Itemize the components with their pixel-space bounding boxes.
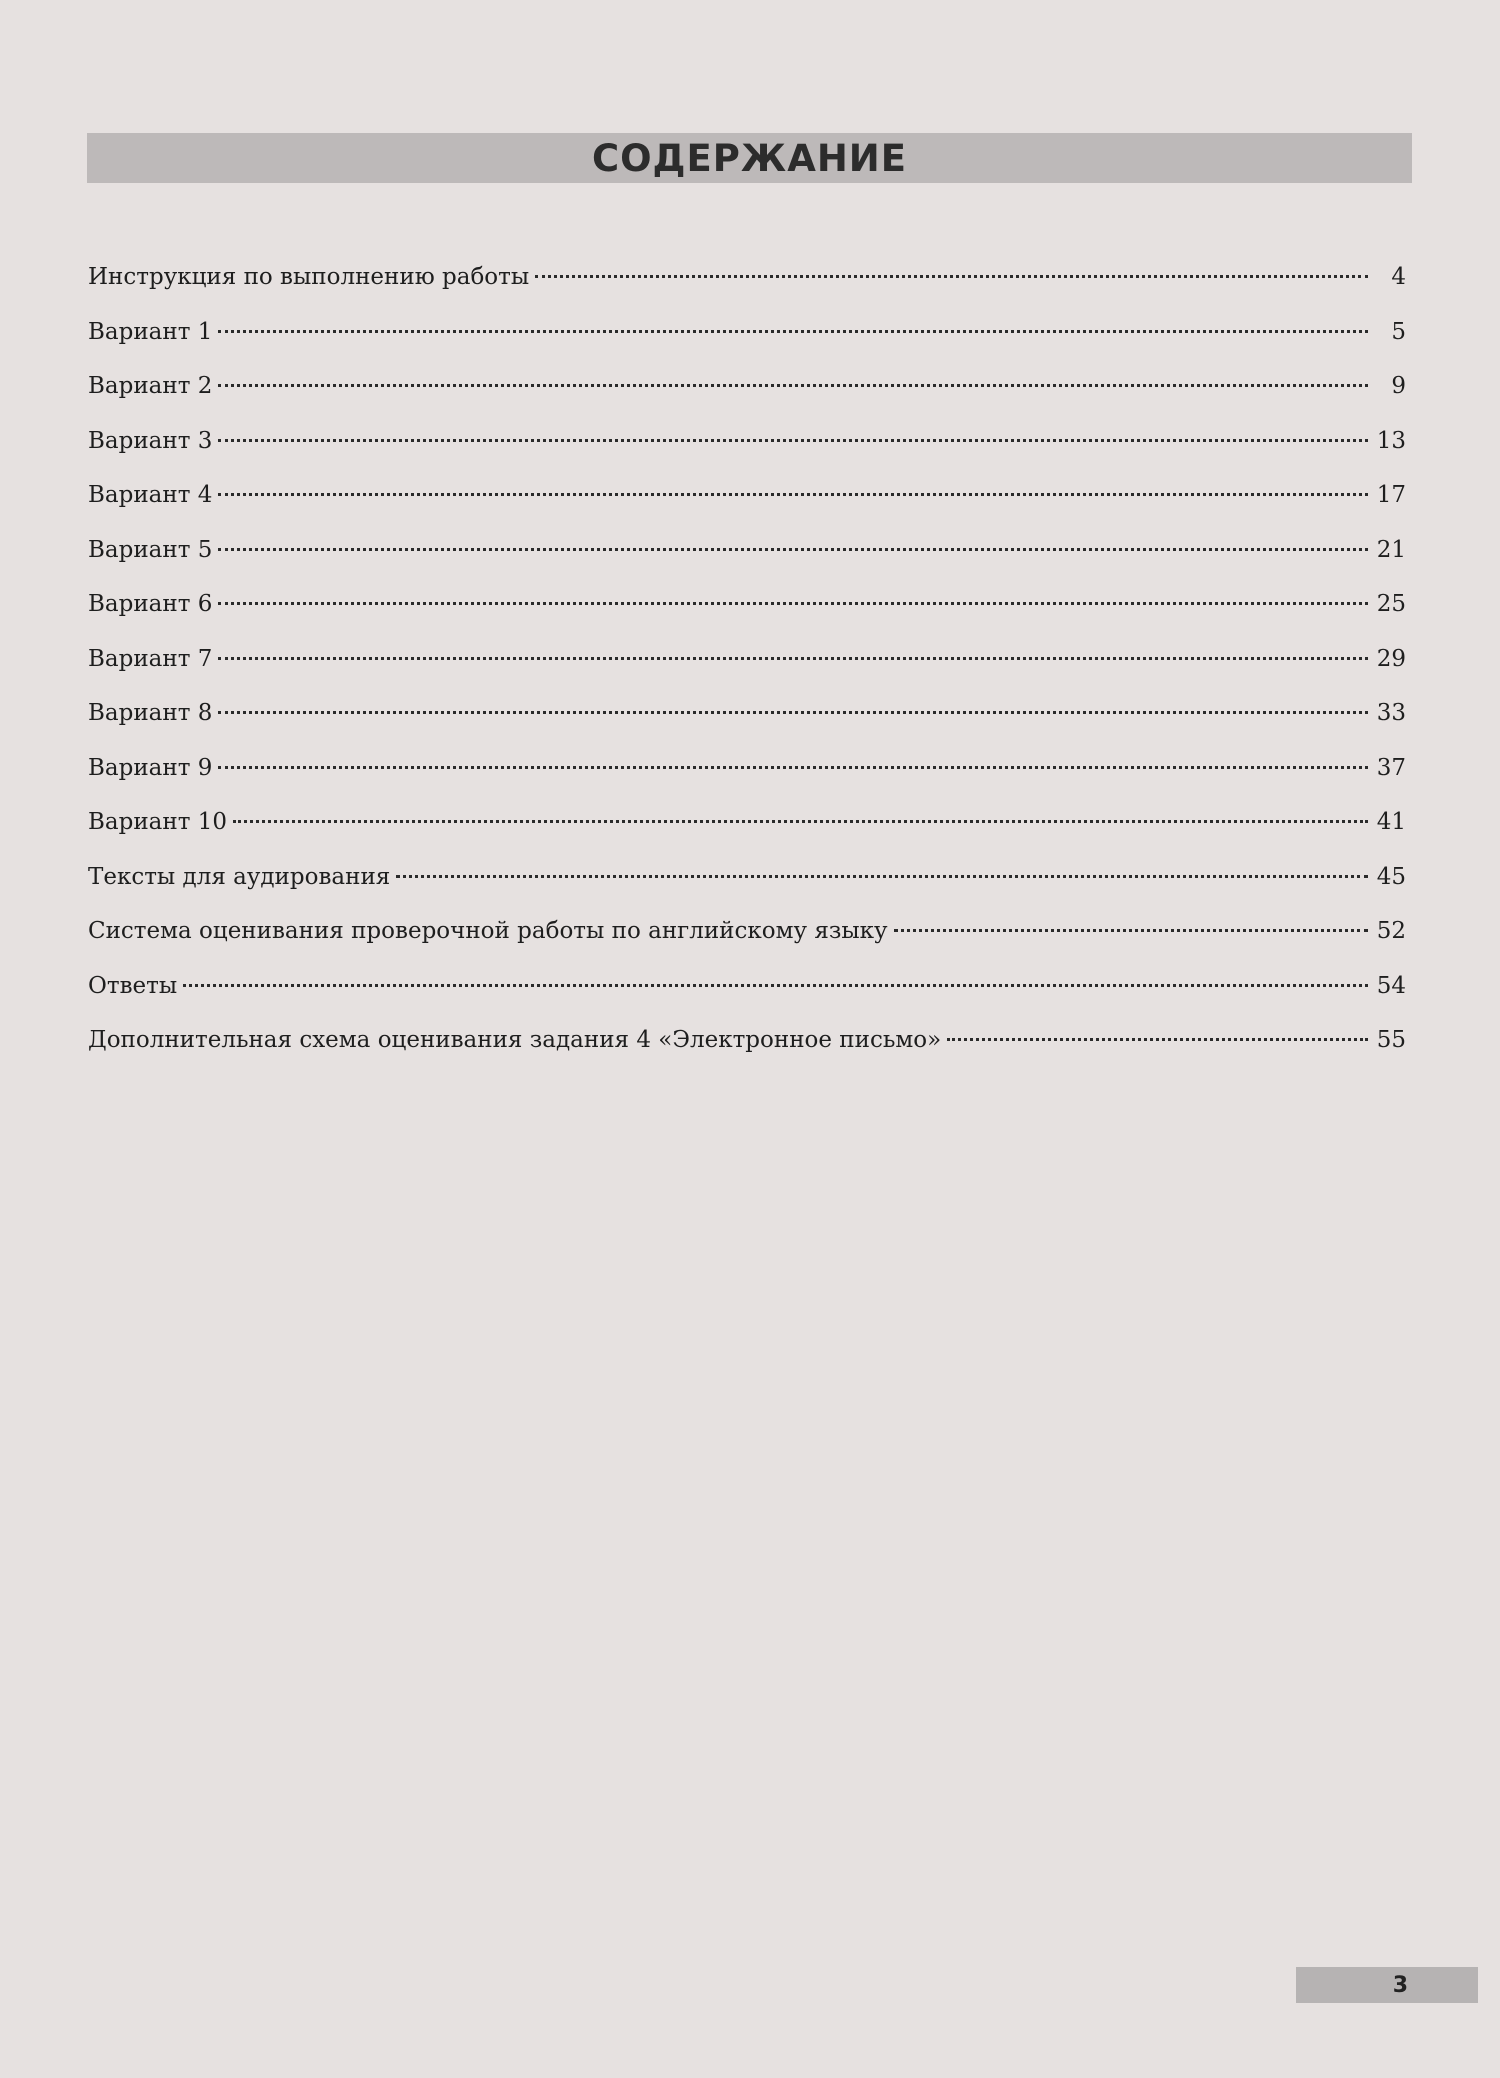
toc-leader-dots bbox=[218, 384, 1368, 387]
toc-entry-page: 13 bbox=[1376, 427, 1406, 454]
toc-leader-dots bbox=[218, 330, 1368, 333]
toc-entry-instructions[interactable] bbox=[88, 262, 1406, 317]
toc-entry-page: 33 bbox=[1376, 700, 1406, 726]
toc-entry-page: 54 bbox=[1376, 972, 1406, 999]
toc-entry-title: Вариант 5 bbox=[88, 536, 213, 563]
toc-entry-variant-5[interactable] bbox=[88, 535, 1406, 590]
toc-leader-dots bbox=[218, 493, 1368, 496]
toc-entry-title: Вариант 7 bbox=[88, 645, 213, 672]
toc-entry-answers[interactable] bbox=[88, 971, 1406, 1026]
toc-leader-dots bbox=[947, 1038, 1368, 1041]
toc-entry-title: Вариант 2 bbox=[88, 373, 213, 399]
toc-leader-dots bbox=[218, 657, 1368, 660]
page-heading: СОДЕРЖАНИЕ bbox=[591, 136, 908, 180]
toc-entry-variant-3[interactable] bbox=[88, 426, 1406, 481]
toc-entry-title: Тексты для аудирования bbox=[88, 863, 391, 890]
toc-entry-title: Вариант 4 bbox=[88, 482, 213, 508]
toc-entry-page: 5 bbox=[1391, 318, 1406, 345]
toc-entry-title: Вариант 8 bbox=[88, 700, 213, 726]
page-number: 3 bbox=[1392, 1972, 1408, 1998]
toc-leader-dots bbox=[218, 548, 1368, 551]
toc-leader-dots bbox=[535, 275, 1368, 278]
heading-bar bbox=[87, 133, 1412, 183]
toc-entry-title: Вариант 9 bbox=[88, 754, 213, 781]
toc-leader-dots bbox=[183, 984, 1368, 987]
toc-leader-dots bbox=[218, 602, 1368, 605]
toc-entry-page: 25 bbox=[1376, 591, 1406, 617]
toc-entry-title: Вариант 6 bbox=[88, 591, 213, 617]
toc-entry-page: 52 bbox=[1376, 918, 1406, 944]
toc-entry-title: Инструкция по выполнению работы bbox=[88, 264, 530, 290]
toc-entry-title: Система оценивания проверочной работы по английскому языку bbox=[88, 918, 888, 944]
toc-entry-page: 21 bbox=[1376, 536, 1406, 563]
toc-entry-variant-1[interactable] bbox=[88, 317, 1406, 372]
table-of-contents bbox=[88, 262, 1406, 1080]
toc-entry-listening-texts[interactable] bbox=[88, 862, 1406, 917]
toc-entry-page: 4 bbox=[1391, 264, 1406, 290]
toc-leader-dots bbox=[218, 711, 1368, 714]
toc-entry-title: Вариант 1 bbox=[88, 318, 213, 345]
toc-leader-dots bbox=[233, 820, 1368, 823]
toc-entry-page: 9 bbox=[1391, 373, 1406, 399]
toc-entry-title: Ответы bbox=[88, 972, 178, 999]
toc-entry-variant-2[interactable] bbox=[88, 371, 1406, 426]
toc-entry-variant-4[interactable] bbox=[88, 480, 1406, 535]
toc-entry-page: 29 bbox=[1376, 645, 1406, 672]
toc-entry-title: Дополнительная схема оценивания задания 4 «Электронное письмо» bbox=[88, 1027, 942, 1053]
toc-entry-title: Вариант 3 bbox=[88, 427, 213, 454]
toc-entry-page: 55 bbox=[1376, 1027, 1406, 1053]
toc-leader-dots bbox=[396, 875, 1368, 878]
toc-leader-dots bbox=[218, 439, 1368, 442]
toc-entry-page: 41 bbox=[1376, 809, 1406, 835]
toc-entry-variant-10[interactable] bbox=[88, 807, 1406, 862]
toc-entry-page: 45 bbox=[1376, 863, 1406, 890]
toc-entry-variant-6[interactable] bbox=[88, 589, 1406, 644]
toc-entry-page: 37 bbox=[1376, 754, 1406, 781]
toc-leader-dots bbox=[894, 929, 1368, 932]
toc-entry-grading-system[interactable] bbox=[88, 916, 1406, 971]
toc-entry-variant-8[interactable] bbox=[88, 698, 1406, 753]
toc-entry-variant-7[interactable] bbox=[88, 644, 1406, 699]
toc-entry-additional-scheme[interactable] bbox=[88, 1025, 1406, 1080]
toc-entry-variant-9[interactable] bbox=[88, 753, 1406, 808]
page-number-box bbox=[1296, 1967, 1478, 2003]
toc-leader-dots bbox=[218, 766, 1368, 769]
toc-entry-page: 17 bbox=[1376, 482, 1406, 508]
toc-entry-title: Вариант 10 bbox=[88, 809, 228, 835]
